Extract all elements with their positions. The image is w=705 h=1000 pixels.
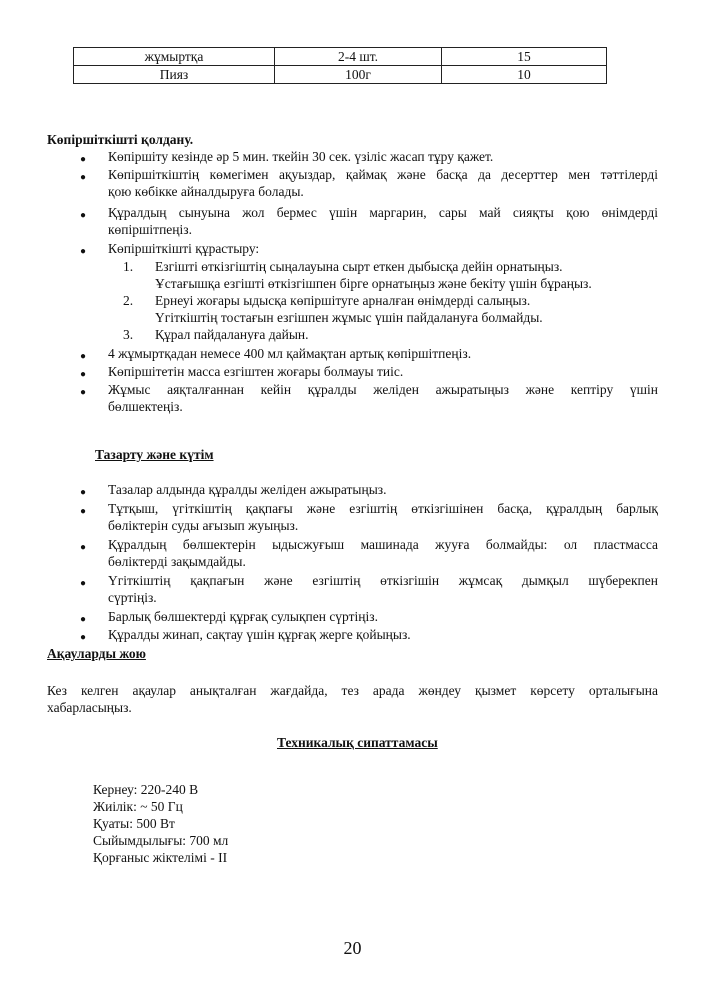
step-number: 3. [123,327,134,342]
list-item: Үгіткіштің қақпағын және езгіштің өткізгішін жұмсақ дымқыл шүберекпен [108,573,658,588]
bullet-icon: ● [80,632,87,643]
table-cell: 15 [442,48,607,66]
list-item-continuation: бөлшектеңіз. [108,399,183,414]
spec-frequency: Жиілік: ~ 50 Гц [93,799,183,814]
list-item: Көпіршітетін масса езгіштен жоғары болмауы тиіс. [108,364,404,379]
bullet-icon: ● [80,542,87,553]
list-item: 4 жұмыртқадан немесе 400 мл қаймақтан артық көпіршітпеңіз. [108,346,472,361]
list-item: Құралдың бөлшектерін ыдысжуғыш машинада жууға болмайды: ол пластмасса [108,537,658,552]
bullet-icon: ● [80,172,87,183]
ingredients-table [73,47,607,84]
list-item: Құралды жинап, сақтау үшін құрғақ жерге қойыңыз. [108,627,411,642]
list-item-continuation: қою көбікке айналдыруға болады. [108,184,304,199]
troubleshooting-text: Кез келген ақаулар анықталған жағдайда, тез арада жөндеу қызмет көрсету орталығына [47,683,658,698]
spec-protection-class: Қорғаныс жіктелімі - II [93,850,228,865]
spec-power: Қуаты: 500 Вт [93,816,175,831]
step-number: 1. [123,259,134,274]
list-item-continuation: көпіршітпеңіз. [108,222,192,237]
table-row [74,66,607,84]
section-title-specs: Техникалық сипаттамасы [277,735,438,750]
bullet-icon: ● [80,614,87,625]
step-number: 2. [123,293,134,308]
spec-voltage: Кернеу: 220-240 В [93,782,199,797]
list-item-continuation: бөліктерін суды ағызып жуыңыз. [108,518,299,533]
section-title-troubleshooting: Ақауларды жою [47,646,146,661]
table-cell: 100г [275,66,442,84]
bullet-icon: ● [80,506,87,517]
spec-capacity: Сыйымдылығы: 700 мл [93,833,229,848]
bullet-icon: ● [80,246,87,257]
step-text: Құрал пайдалануға дайын. [155,327,309,342]
list-item-continuation: сүртіңіз. [108,590,157,605]
table-cell: 2-4 шт. [275,48,442,66]
step-text: Үгіткіштің тостағын езгішпен жұмыс үшін пайдалануға болмайды. [155,310,543,325]
table-cell: Пияз [74,66,275,84]
section-title-cleaning: Тазарту және күтім [95,447,214,462]
step-text: Ұстағышқа езгішті өткізгішпен бірге орнатыңыз және бекіту үшін бұраңыз. [155,276,592,291]
list-item: Құралдың сынуына жол бермес үшін маргарин, сары май сияқты қою өнімдерді [108,205,658,220]
list-item: Тазалар алдында құралды желіден ажыратыңыз. [108,482,387,497]
table-cell: жұмыртқа [74,48,275,66]
bullet-icon: ● [80,210,87,221]
section-title-usage: Көпіршіткішті қолдану. [47,132,194,147]
bullet-icon: ● [80,578,87,589]
bullet-icon: ● [80,387,87,398]
step-text: Ернеуі жоғары ыдысқа көпіршітуге арналған өнімдерді салыңыз. [155,293,531,308]
list-item: Тұтқыш, үгіткіштің қақпағы және езгіштің өткізгішінен басқа, құралдың барлық [108,501,658,516]
list-item: Көпіршіту кезінде әр 5 мин. ткейін 30 сек. үзіліс жасап тұру қажет. [108,149,494,164]
table-row [74,48,607,66]
bullet-icon: ● [80,351,87,362]
bullet-icon: ● [80,487,87,498]
page-number: 20 [343,938,362,958]
table-cell: 10 [442,66,607,84]
bullet-icon: ● [80,154,87,165]
list-item: Көпіршіткішті құрастыру: [108,241,260,256]
list-item: Көпіршіткіштің көмегімен ақуыздар, қаймақ және басқа да десерттер мен тәттілерді [108,167,658,182]
list-item-continuation: бөліктерді зақымдайды. [108,554,246,569]
list-item: Жұмыс аяқталғаннан кейін құралды желіден ажыратыңыз және кептіру үшін [108,382,658,397]
bullet-icon: ● [80,369,87,380]
list-item: Барлық бөлшектерді құрғақ сулықпен сүртіңіз. [108,609,378,624]
troubleshooting-text-continuation: хабарласыңыз. [47,700,132,715]
step-text: Езгішті өткізгіштің сыңалауына сырт еткен дыбысқа дейін орнатыңыз. [155,259,563,274]
